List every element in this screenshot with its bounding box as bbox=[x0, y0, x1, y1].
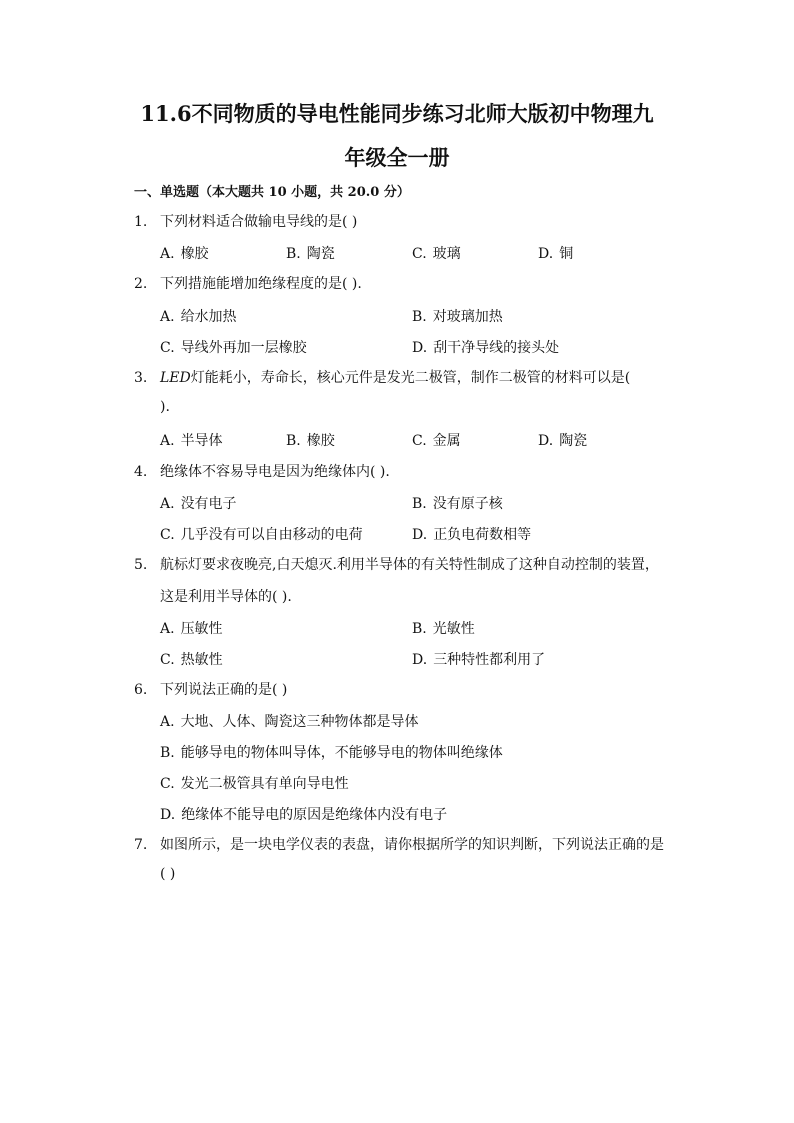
question-number: 1. bbox=[134, 214, 148, 230]
question-stem-continuation: 这是利用半导体的( ). bbox=[160, 589, 292, 605]
question-number: 7. bbox=[134, 837, 148, 853]
question-1 bbox=[134, 212, 358, 232]
section-heading: 一、单选题（本大题共 10 小题，共 20.0 分） bbox=[134, 185, 410, 200]
option-c: C. 金属 bbox=[412, 433, 461, 449]
option-c: C. 发光二极管具有单向导电性 bbox=[160, 776, 349, 792]
option-c: C. 导线外再加一层橡胶 bbox=[160, 340, 307, 356]
question-number: 6. bbox=[134, 682, 148, 698]
question-3 bbox=[134, 368, 631, 388]
option-a: A. 大地、人体、陶瓷这三种物体都是导体 bbox=[160, 714, 419, 730]
option-a: A. 给水加热 bbox=[160, 309, 237, 325]
option-b: B. 能够导电的物体叫导体，不能够导电的物体叫绝缘体 bbox=[160, 745, 503, 761]
question-2 bbox=[134, 274, 362, 294]
question-stem-continuation: ). bbox=[160, 399, 170, 415]
question-stem: 航标灯要求夜晚亮,白天熄灭.利用半导体的有关特性制成了这种自动控制的装置， bbox=[160, 557, 659, 573]
question-stem: 下列说法正确的是( ) bbox=[160, 682, 288, 698]
question-stem: 如图所示，是一块电学仪表的表盘，请你根据所学的知识判断，下列说法正确的是 bbox=[160, 837, 664, 853]
option-c: C. 几乎没有可以自由移动的电荷 bbox=[160, 527, 363, 543]
question-4 bbox=[134, 462, 390, 482]
option-d: D. 绝缘体不能导电的原因是绝缘体内没有电子 bbox=[160, 807, 448, 823]
question-7 bbox=[134, 835, 664, 855]
option-a: A. 半导体 bbox=[160, 433, 223, 449]
option-c: C. 玻璃 bbox=[412, 246, 461, 262]
option-a: A. 没有电子 bbox=[160, 496, 237, 512]
option-b: B. 没有原子核 bbox=[412, 496, 503, 512]
question-number: 4. bbox=[134, 464, 148, 480]
option-b: B. 橡胶 bbox=[286, 433, 335, 449]
question-stem: 下列措施能增加绝缘程度的是( ). bbox=[160, 276, 362, 292]
led-term: LED bbox=[160, 370, 191, 386]
title-line-2: 年级全一册 bbox=[344, 145, 450, 170]
question-stem-continuation: ( ) bbox=[160, 866, 176, 882]
option-b: B. 光敏性 bbox=[412, 621, 475, 637]
option-c: C. 热敏性 bbox=[160, 652, 223, 668]
option-d: D. 刮干净导线的接头处 bbox=[412, 340, 560, 356]
option-b: B. 对玻璃加热 bbox=[412, 309, 503, 325]
option-b: B. 陶瓷 bbox=[286, 246, 335, 262]
question-stem: LED灯能耗小，寿命长，核心元件是发光二极管，制作二极管的材料可以是( bbox=[160, 370, 631, 386]
option-a: A. 压敏性 bbox=[160, 621, 223, 637]
option-d: D. 铜 bbox=[538, 246, 574, 262]
option-d: D. 三种特性都利用了 bbox=[412, 652, 546, 668]
option-d: D. 正负电荷数相等 bbox=[412, 527, 532, 543]
question-number: 2. bbox=[134, 276, 148, 292]
question-6 bbox=[134, 680, 288, 700]
question-stem: 下列材料适合做输电导线的是( ) bbox=[160, 214, 358, 230]
option-d: D. 陶瓷 bbox=[538, 433, 588, 449]
question-5 bbox=[134, 555, 659, 575]
question-number: 3. bbox=[134, 370, 148, 386]
question-number: 5. bbox=[134, 557, 148, 573]
question-stem: 绝缘体不容易导电是因为绝缘体内( ). bbox=[160, 464, 390, 480]
option-a: A. 橡胶 bbox=[160, 246, 209, 262]
title-line-1: 11.6不同物质的导电性能同步练习北师大版初中物理九 bbox=[140, 101, 654, 126]
